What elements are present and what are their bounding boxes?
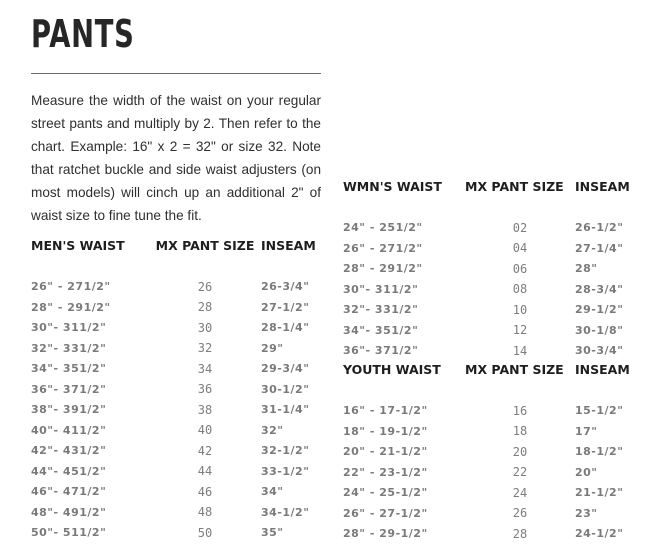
inseam-cell: 30-1/8" [575,323,624,337]
inseam-cell: 30-3/4" [575,344,624,358]
table-row [31,338,321,359]
header-spacer [343,380,635,401]
womens-header-row [343,175,635,197]
waist-cell: 24" - 251/2" [343,221,423,235]
waist-cell: 32"- 331/2" [343,303,419,317]
page-title: PANTS [31,12,135,56]
pant-size-cell: 08 [512,282,528,297]
table-row [343,421,635,442]
waist-cell: 44"- 451/2" [31,464,107,478]
pant-size-cell: 40 [197,423,213,438]
waist-cell: 20" - 21-1/2" [343,445,428,459]
pant-size-cell: 10 [512,302,528,317]
inseam-cell: 28" [575,262,598,276]
inseam-cell: 24-1/2" [575,527,624,541]
inseam-cell: 30-1/2" [261,382,310,396]
inseam-cell: 28-3/4" [575,282,624,296]
table-row [31,441,321,462]
pant-size-cell: 38 [197,402,213,417]
pant-size-cell: 26 [197,279,213,294]
pant-size-cell: 46 [197,484,213,499]
inseam-cell: 17" [575,424,598,438]
inseam-cell: 32-1/2" [261,444,310,458]
table-row [31,461,321,482]
pant-size-cell: 44 [197,464,213,479]
table-row [31,400,321,421]
inseam-cell: 27-1/2" [261,300,310,314]
mens-size-header: MX PANT SIZE [155,237,255,253]
table-row [31,359,321,380]
youth-waist-header: YOUTH WAIST [343,361,441,377]
pant-size-cell: 42 [197,443,213,458]
table-row [343,524,635,545]
waist-cell: 38"- 391/2" [31,403,107,417]
table-row [31,379,321,400]
inseam-cell: 27-1/4" [575,241,624,255]
pant-size-cell: 16 [512,403,528,418]
mens-header-row [31,234,321,256]
table-row [31,297,321,318]
inseam-cell: 29-3/4" [261,362,310,376]
header-spacer [343,197,635,218]
table-row [343,462,635,483]
pant-size-cell: 36 [197,382,213,397]
pant-size-cell: 12 [512,323,528,338]
table-row [343,503,635,524]
header-spacer [31,256,321,277]
waist-cell: 28" - 291/2" [31,300,111,314]
inseam-cell: 28-1/4" [261,321,310,335]
inseam-cell: 33-1/2" [261,464,310,478]
pant-size-cell: 26 [512,506,528,521]
table-row [31,482,321,503]
inseam-cell: 34" [261,485,284,499]
inseam-cell: 23" [575,506,598,520]
waist-cell: 34"- 351/2" [31,362,107,376]
pant-size-cell: 18 [512,424,528,439]
table-row [343,320,635,341]
pant-size-cell: 34 [197,361,213,376]
inseam-cell: 32" [261,423,284,437]
table-row [343,238,635,259]
waist-cell: 48"- 491/2" [31,505,107,519]
pant-size-cell: 06 [512,261,528,276]
pant-size-cell: 48 [197,505,213,520]
table-row [31,502,321,523]
pant-size-cell: 28 [197,300,213,315]
table-row [343,442,635,463]
pant-size-cell: 50 [197,525,213,540]
pant-size-cell: 04 [512,241,528,256]
waist-cell: 32"- 331/2" [31,341,107,355]
waist-cell: 36"- 371/2" [343,344,419,358]
waist-cell: 16" - 17-1/2" [343,404,428,418]
table-row [31,318,321,339]
pant-size-cell: 20 [512,444,528,459]
mens-inseam-header: INSEAM [261,237,316,253]
waist-cell: 28" - 291/2" [343,262,423,276]
waist-cell: 28" - 29-1/2" [343,527,428,541]
table-row [343,300,635,321]
table-row [31,277,321,298]
youth-size-header: MX PANT SIZE [465,361,564,377]
youth-inseam-header: INSEAM [575,361,630,377]
youth-rows [343,380,635,544]
youth-size-table [343,358,635,544]
waist-cell: 24" - 25-1/2" [343,486,428,500]
waist-cell: 26" - 271/2" [343,241,423,255]
table-row [343,279,635,300]
womens-size-header: MX PANT SIZE [465,178,564,194]
womens-inseam-header: INSEAM [575,178,630,194]
inseam-cell: 34-1/2" [261,505,310,519]
table-row [343,259,635,280]
mens-rows [31,256,321,543]
waist-cell: 34"- 351/2" [343,323,419,337]
table-row [343,218,635,239]
pant-size-cell: 32 [197,341,213,356]
inseam-cell: 31-1/4" [261,403,310,417]
waist-cell: 50"- 511/2" [31,526,107,540]
waist-cell: 42"- 431/2" [31,444,107,458]
pant-size-cell: 02 [512,220,528,235]
youth-header-row [343,358,635,380]
waist-cell: 46"- 471/2" [31,485,107,499]
waist-cell: 36"- 371/2" [31,382,107,396]
inseam-cell: 26-1/2" [575,221,624,235]
pant-size-cell: 30 [197,320,213,335]
mens-waist-header: MEN'S WAIST [31,237,125,253]
waist-cell: 30"- 311/2" [31,321,107,335]
table-row [343,483,635,504]
inseam-cell: 15-1/2" [575,404,624,418]
waist-cell: 40"- 411/2" [31,423,107,437]
inseam-cell: 29-1/2" [575,303,624,317]
pant-size-cell: 22 [512,465,528,480]
womens-rows [343,197,635,361]
inseam-cell: 18-1/2" [575,445,624,459]
waist-cell: 22" - 23-1/2" [343,465,428,479]
inseam-cell: 35" [261,526,284,540]
pant-size-cell: 28 [512,526,528,541]
table-row [31,420,321,441]
inseam-cell: 26-3/4" [261,280,310,294]
waist-cell: 26" - 27-1/2" [343,506,428,520]
waist-cell: 30"- 311/2" [343,282,419,296]
pant-size-cell: 14 [512,343,528,358]
inseam-cell: 20" [575,465,598,479]
waist-cell: 18" - 19-1/2" [343,424,428,438]
intro-paragraph: Measure the width of the waist on your regular street pants and multiply by 2. Then refer to the chart. Example: 16" x 2 = 32" or size 32. Note that ratchet buckle and side waist adjusters (on most models) will cinch up an additional 2" of waist size to fine tune the fit. [31,93,321,223]
pant-size-cell: 24 [512,485,528,500]
womens-waist-header: WMN'S WAIST [343,178,442,194]
mens-size-table [31,234,321,543]
womens-size-table [343,175,635,361]
inseam-cell: 29" [261,341,284,355]
title-divider [31,73,321,74]
waist-cell: 26" - 271/2" [31,280,111,294]
table-row [343,401,635,422]
inseam-cell: 21-1/2" [575,486,624,500]
table-row [31,523,321,544]
